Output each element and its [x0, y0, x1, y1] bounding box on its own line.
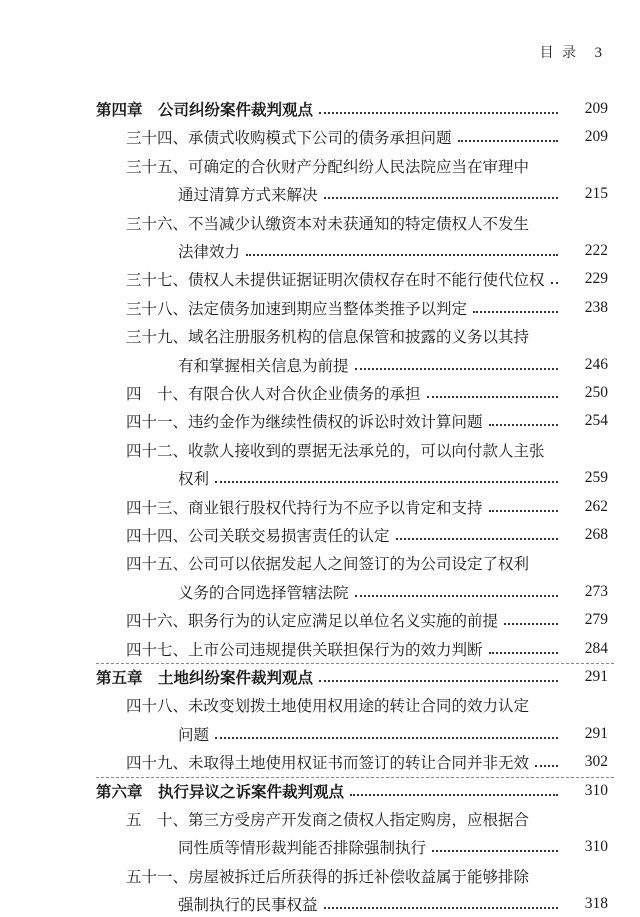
toc-entry-title: 强制执行的民事权益	[178, 896, 318, 915]
toc-entry[interactable]	[0, 749, 640, 775]
toc-page-number: 268	[584, 526, 608, 543]
toc-page-number: 254	[584, 412, 608, 430]
toc-entry[interactable]	[0, 579, 640, 605]
toc-leader-dots	[458, 140, 558, 142]
toc-entry-title: 义务的合同选择管辖法院	[178, 583, 349, 602]
toc-leader-dots	[215, 481, 558, 483]
toc-entry[interactable]	[0, 834, 640, 860]
toc-page-number: 273	[584, 582, 608, 600]
toc-leader-dots	[319, 680, 558, 682]
toc-entry-body	[126, 382, 564, 404]
toc-entry-title: 五 十、第三方受房产开发商之债权人指定购房，应根据合	[126, 811, 530, 829]
toc-entry[interactable]	[0, 124, 640, 150]
toc-leader-dots	[396, 538, 558, 540]
toc-leader-dots	[324, 907, 558, 909]
toc-entry-title: 权利	[178, 470, 210, 489]
toc-entry-title: 四十五、公司可以依据发起人之间签订的为公司设定了权利	[126, 555, 530, 574]
toc-entry-body	[178, 836, 564, 858]
toc-page-number: 209	[584, 100, 608, 117]
toc-leader-dots	[489, 652, 558, 654]
toc-entry-body	[126, 751, 564, 773]
toc-entry-title: 有和掌握相关信息为前提	[178, 356, 349, 375]
toc-entry-body	[178, 893, 564, 915]
toc-entry-title: 问题	[178, 725, 210, 744]
toc-entry-body	[126, 212, 529, 234]
toc-leader-dots	[319, 112, 558, 114]
toc-entry-title: 四十一、违约金作为继续性债权的诉讼时效计算问题	[126, 413, 483, 432]
toc-entry-body	[126, 865, 529, 887]
toc-entry-body	[126, 609, 564, 631]
toc-entry[interactable]	[0, 153, 640, 179]
toc-chapter-entry[interactable]	[0, 664, 640, 690]
toc-entry[interactable]	[0, 380, 640, 406]
toc-page-number: 222	[584, 242, 608, 259]
toc-entry[interactable]	[0, 181, 640, 207]
toc-leader-dots	[489, 510, 558, 512]
toc-entry-body	[178, 723, 564, 745]
toc-entry-title: 三十八、法定债务加速到期应当整体类推予以判定	[126, 299, 468, 318]
toc-entry-body	[96, 98, 564, 120]
toc-entry-title: 法律效力	[178, 243, 241, 261]
toc-entry-body	[126, 694, 529, 716]
toc-entry-title: 第五章 土地纠纷案件裁判观点	[96, 669, 314, 687]
toc-page-number: 291	[584, 724, 608, 742]
toc-entry[interactable]	[0, 295, 640, 321]
toc-leader-dots	[324, 197, 558, 199]
toc-entry[interactable]	[0, 607, 640, 633]
toc-entry-body	[178, 240, 564, 262]
toc-entry-body	[126, 297, 564, 319]
toc-leader-dots	[355, 595, 558, 597]
toc-entry-title: 四十七、上市公司违规提供关联担保行为的效力判断	[126, 640, 483, 659]
toc-page-number: 209	[584, 128, 608, 146]
toc-entry-body	[96, 780, 564, 802]
toc-page-number: 291	[584, 668, 608, 685]
toc-entry-body	[126, 126, 564, 148]
toc-entry-title: 三十五、可确定的合伙财产分配纠纷人民法院应当在审理中	[126, 157, 530, 176]
toc-leader-dots	[355, 368, 558, 370]
toc-entry-body	[126, 496, 564, 518]
toc-entry-title: 第六章 执行异议之诉案件裁判观点	[96, 782, 345, 801]
toc-entry[interactable]	[0, 408, 640, 434]
toc-entry-body	[126, 410, 564, 432]
toc-entry-body	[126, 552, 529, 574]
toc-entry-body	[126, 439, 545, 461]
toc-page-number: 262	[584, 497, 608, 515]
toc-entry-title: 四十八、未改变划拨土地使用权用途的转让合同的效力认定	[126, 697, 530, 716]
toc-page-number: 229	[584, 270, 608, 288]
toc-entry-body	[178, 467, 564, 489]
toc-entry-title: 四十六、职务行为的认定应满足以单位名义实施的前提	[126, 612, 499, 631]
toc-page-number: 310	[584, 781, 608, 799]
toc-leader-dots	[504, 623, 558, 625]
toc-entry-title: 三十七、债权人未提供证据证明次债权存在时不能行使代位权	[126, 271, 545, 290]
running-header	[540, 42, 604, 62]
toc-leader-dots	[427, 396, 558, 398]
toc-entry-title: 五十一、房屋被拆迁后所获得的拆迁补偿收益属于能够排除	[126, 867, 530, 886]
toc-entry-title: 同性质等情形裁判能否排除强制执行	[178, 839, 427, 858]
toc-page-number: 284	[584, 639, 608, 657]
toc-entry-title: 通过清算方式来解决	[178, 186, 318, 205]
toc-entry-body	[178, 183, 564, 205]
toc-entry[interactable]	[0, 465, 640, 491]
toc-entry-title: 三十四、承债式收购模式下公司的债务承担问题	[126, 129, 452, 148]
toc-entry[interactable]	[0, 891, 640, 917]
toc-leader-dots	[432, 850, 558, 852]
toc-entry-body	[178, 354, 564, 376]
toc-entry-body	[126, 524, 564, 546]
toc-entry-title: 三十九、域名注册服务机构的信息保管和披露的义务以其持	[126, 328, 530, 347]
toc-entry[interactable]	[0, 437, 640, 463]
toc-entry-body	[126, 325, 529, 347]
header-title: 目 录	[539, 45, 579, 61]
toc-page-number: 302	[584, 753, 608, 771]
toc-entry[interactable]	[0, 494, 640, 520]
toc-page-number: 246	[584, 355, 608, 373]
header-page-number: 3	[594, 45, 604, 61]
toc-page-number: 310	[584, 838, 608, 856]
toc-entry-title: 四 十、有限合伙人对合伙企业债务的承担	[126, 385, 421, 403]
toc-entry[interactable]	[0, 323, 640, 349]
toc-page-number: 250	[584, 384, 608, 401]
toc-entry-title: 三十六、不当减少认缴资本对未获通知的特定债权人不发生	[126, 214, 530, 233]
toc-entry-title: 四十四、公司关联交易损害责任的认定	[126, 527, 390, 545]
chapter-divider	[96, 777, 614, 778]
toc-page-number: 259	[584, 469, 608, 487]
toc-entry-body	[126, 638, 564, 660]
toc-entry-body	[126, 268, 564, 290]
toc-leader-dots	[350, 794, 558, 796]
toc-entry-title: 四十九、未取得土地使用权证书而签订的转让合同并非无效	[126, 754, 530, 773]
toc-entry[interactable]	[0, 636, 640, 662]
toc-chapter-entry[interactable]	[0, 96, 640, 122]
toc-entry-body	[178, 581, 564, 603]
chapter-divider	[96, 663, 614, 664]
toc-entry[interactable]	[0, 863, 640, 889]
toc-entry[interactable]	[0, 522, 640, 548]
toc-entry[interactable]	[0, 238, 640, 264]
toc-leader-dots	[246, 254, 558, 256]
toc-entry[interactable]	[0, 352, 640, 378]
toc-page-number: 318	[584, 895, 608, 913]
toc-entry-title: 四十三、商业银行股权代持行为不应予以肯定和支持	[126, 498, 483, 517]
toc-page-number: 238	[584, 298, 608, 316]
toc-entry[interactable]	[0, 266, 640, 292]
toc-entry-body	[126, 155, 529, 177]
toc-leader-dots	[551, 282, 558, 284]
toc-entry[interactable]	[0, 210, 640, 236]
toc-entry[interactable]	[0, 806, 640, 832]
toc-entry-title: 第四章 公司纠纷案件裁判观点	[96, 101, 314, 119]
toc-leader-dots	[535, 765, 558, 767]
toc-entry-title: 四十二、收款人接收到的票据无法承兑的，可以向付款人主张	[126, 441, 545, 460]
toc-entry[interactable]	[0, 692, 640, 718]
toc-chapter-entry[interactable]	[0, 778, 640, 804]
toc-entry[interactable]	[0, 550, 640, 576]
toc-entry[interactable]	[0, 721, 640, 747]
toc-page-number: 215	[584, 185, 608, 203]
toc-entry-body	[126, 808, 529, 830]
toc-page-number: 279	[584, 611, 608, 629]
toc-leader-dots	[473, 311, 558, 313]
toc-leader-dots	[489, 424, 558, 426]
toc-leader-dots	[215, 737, 558, 739]
toc-entry-body	[96, 666, 564, 688]
